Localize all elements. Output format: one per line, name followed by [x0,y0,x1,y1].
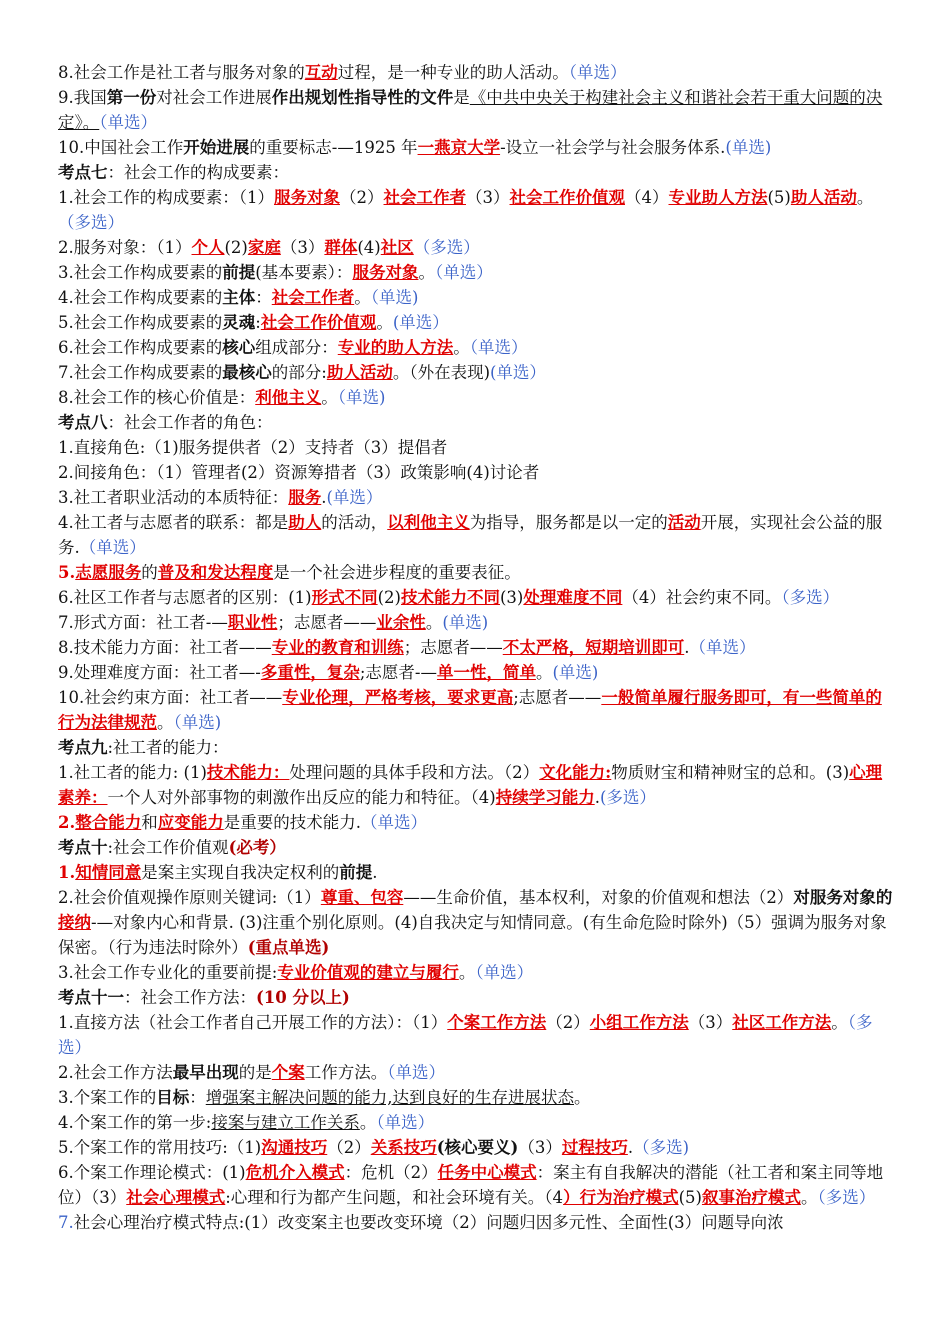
key-term: 社区 [380,238,414,257]
text-run: 和 [141,813,158,832]
text-run: ：社会工作者的角色： [107,413,273,432]
text-run: (2) [377,588,401,607]
key-term: (重点单选) [247,938,330,957]
text-run: 。 [425,613,443,632]
key-term: 社会工作价值观 [509,188,625,207]
key-term: 《中共中央关于构建社会主义和谐社会若干重大问题的决定》。 [58,88,883,132]
text-run: 是一个社会进步程度的重要表征。 [273,563,521,582]
key-term: 最核心 [222,363,272,382]
text-line [58,160,894,185]
text-line [58,60,894,85]
text-run: 是重要的技术能力. [223,813,361,832]
text-line [58,310,894,335]
key-term: 业余性 [376,613,426,632]
text-run: 10.社会约束方面：社工者—— [58,688,283,707]
text-run: 过程，是一种专业的助人活动。 [337,63,569,82]
key-term: 助人活动 [326,363,393,382]
key-term: 专业助人方法 [668,188,768,207]
key-term: 对服务对象的 [793,888,893,907]
text-line [58,185,894,235]
key-term: 职业性 [227,613,278,632]
key-term: 前提 [222,263,256,282]
text-run: 处理问题的具体手段和方法。（2） [289,763,540,782]
text-run: 。 [800,1188,818,1207]
text-run: 1.直接角色:（1)服务提供者（2）支持者（3）提倡者 [58,438,448,457]
text-run: 9.处理难度方面：社工者—- [58,663,261,682]
question-type-tag: (单选) [725,138,772,157]
key-term: (核心要义) [436,1138,519,1157]
text-run: 5.社会工作构成要素的 [58,313,223,332]
key-term: 处理难度不同 [523,588,623,607]
text-run: 10.中国社会工作 [58,138,184,157]
key-term: 以利他主义 [387,513,470,532]
text-run: 。 [321,388,338,407]
text-run: ：社会工作方法： [124,988,256,1007]
key-term: 群体 [324,238,358,257]
question-type-tag: (单选） [392,313,449,332]
key-term: 技术能力不同 [401,588,500,607]
text-run: :心理和行为都产生问题，和社会环境有关。（4 [225,1188,564,1207]
key-term: 开始进展 [183,138,250,157]
text-run: 3.社工者职业活动的本质特征： [58,488,289,507]
text-run: 4.社会工作构成要素的 [58,288,223,307]
key-term: 社区工作方法 [732,1013,832,1032]
text-run: (基本要素）： [255,263,353,282]
key-term: 专业的教育和训练 [271,638,404,657]
text-line [58,560,894,585]
key-term: 专业的助人方法 [337,338,454,357]
text-run: 。 [574,1088,591,1107]
question-type-tag: （单选） [387,1063,445,1082]
text-run: 组成部分： [255,338,338,357]
text-line [58,260,894,285]
text-run: (5) [767,188,791,207]
text-line [58,760,894,810]
text-run: （3） [466,188,510,207]
key-term: 前提 [339,863,373,882]
key-term: 社会工作者 [383,188,466,207]
text-run: ——生命价值，基本权利，对象的价值观和想法（2） [403,888,794,907]
text-run: 。（外在表现) [392,363,490,382]
text-run: 7.社会工作构成要素的 [58,363,223,382]
question-type-tag: （多选） [413,238,480,257]
text-run: 1.社工者的能力: (1) [58,763,207,782]
text-line [58,1010,894,1060]
question-type-tag: (多选） [599,788,656,807]
question-type-tag: （单选) [173,713,222,732]
text-line [58,285,894,310]
key-term: 专业价值观的建立与履行 [277,963,459,982]
key-term: 考点七 [58,163,108,182]
text-line [58,235,894,260]
key-term: 文化能力: [539,763,612,782]
question-type-tag: 7. [58,1213,74,1232]
text-run: 8.社会工作是社工者与服务对象的 [58,63,305,82]
key-term: 专业伦理，严格考核，要求更高 [282,688,514,707]
question-type-tag: （多选） [817,1188,876,1207]
key-term: 1. [58,863,76,882]
text-line [58,1085,894,1110]
key-term: 利他主义 [255,388,322,407]
text-line [58,410,894,435]
text-run: 5.个案工作的常用技巧:（1) [58,1138,262,1157]
key-term: 一般简单履行服务即可，有一些简单的行为法律规范 [58,688,882,732]
question-type-tag: （单选） [376,1113,435,1132]
text-run: （2） [327,1138,371,1157]
key-term: 活动 [667,513,701,532]
question-type-tag: (单选) [442,613,489,632]
text-run: ；志愿者—— [277,613,377,632]
text-run: 为指导，服务都是以一定的 [469,513,668,532]
key-term: 社会心理模式 [126,1188,226,1207]
key-term: 核心 [222,338,256,357]
key-term: 叙事治疗模式 [701,1188,801,1207]
text-run: 3.社会工作专业化的重要前提: [58,963,278,982]
question-type-tag: (单选） [490,363,546,382]
key-term: 过程技巧 [561,1138,628,1157]
text-run: 的活动， [321,513,388,532]
text-run: 6.个案工作理论模式：(1) [58,1163,246,1182]
text-run: 6.社区工作者与志愿者的区别：(1) [58,588,312,607]
text-run: 2.社会价值观操作原则关键词:（1） [58,888,321,907]
text-line [58,860,894,885]
text-run: 6.社会工作构成要素的 [58,338,223,357]
text-run: . [627,1138,634,1157]
question-type-tag: （单选) [337,388,386,407]
text-run: 4.社工者与志愿者的联系：都是 [58,513,289,532]
text-run: （2） [546,1013,590,1032]
key-term: 技术能力： [206,763,290,782]
text-run: （3） [518,1138,562,1157]
key-term: 服务对象 [352,263,419,282]
key-term: 增强案主解决问题的能力,达到良好的生存进展状态 [205,1088,574,1107]
key-term: 考点九 [58,738,108,757]
key-term: 目标 [156,1088,190,1107]
text-line [58,835,894,860]
question-type-tag: （单选) [370,288,419,307]
text-run: （3） [688,1013,733,1032]
text-run: （4）社会约束不同。 [622,588,782,607]
text-run: 。 [376,313,393,332]
text-run: 物质财宝和精神财宝的总和。(3) [611,763,850,782]
key-term: 沟通技巧 [261,1138,328,1157]
key-term: 助人活动 [790,188,857,207]
key-term: 一燕京大学 [417,138,501,157]
text-run: . [321,488,327,507]
text-run: 对社会工作进展 [156,88,272,107]
text-run: 的重要标志-—1925 年 [249,138,418,157]
text-run: ：社会工作的构成要素： [107,163,289,182]
key-term: 主体 [222,288,256,307]
text-line [58,360,894,385]
text-run: 2.间接角色：（1）管理者(2）资源筹措者（3）政策影响(4)讨论者 [58,463,540,482]
key-term: 考点十一 [58,988,124,1007]
key-term: ）行为治疗模式 [563,1188,679,1207]
text-run: ： [189,1088,206,1107]
key-term: 关系技巧 [370,1138,437,1157]
text-run: 。 [359,1113,377,1132]
key-term: 任务中心模式 [437,1163,537,1182]
text-run: （4） [625,188,669,207]
key-term: 最早出现 [172,1063,239,1082]
text-run: （3） [280,238,325,257]
text-line [58,85,894,135]
text-line [58,960,894,985]
question-type-tag: （单选） [79,538,146,557]
key-term: 考点十 [58,838,108,857]
text-run: :社会工作价值观 [107,838,229,857]
text-run: . [684,638,690,657]
key-term: 作出规划性指导性的文件 [271,88,454,107]
text-run: 3.个案工作的 [58,1088,157,1107]
key-term: 整合能力 [75,813,142,832]
key-term: 考点八 [58,413,108,432]
text-run: ;志愿者—— [513,688,602,707]
text-run: (5) [678,1188,702,1207]
question-type-tag: （单选） [434,263,493,282]
key-term: 服务 [288,488,322,507]
text-run: （2） [340,188,384,207]
text-line [58,335,894,360]
text-run: 7.形式方面：社工者-— [58,613,228,632]
text-line [58,485,894,510]
key-term: 知情同意 [75,863,142,882]
text-line [58,735,894,760]
key-term: 普及和发达程度 [157,563,274,582]
text-run: . [594,788,600,807]
key-term: 小组工作方法 [589,1013,689,1032]
text-run: 4.个案工作的第一步: [58,1113,212,1132]
text-run: 。 [157,713,174,732]
text-run: 9.我国 [58,88,107,107]
key-term: 灵魂 [222,313,256,332]
text-run: 3.社会工作构成要素的 [58,263,223,282]
question-type-tag: （多选） [58,213,124,232]
key-term: 互动 [304,63,338,82]
text-run: 2.服务对象：（1） [58,238,192,257]
text-run: 1.直接方法（社会工作者自己开展工作的方法）：（1） [58,1013,448,1032]
text-line [58,1060,894,1085]
key-term: 社会工作者 [271,288,355,307]
text-run: 社会心理治疗模式特点:(1）改变案主也要改变环境（2）问题归因多元性、全面性(3）问题导向浓 [73,1213,784,1232]
key-term: 个人 [191,238,225,257]
text-run: 一个人对外部事物的刺激作出反应的能力和特征。（4) [107,788,496,807]
key-term: 接纳 [58,913,91,932]
text-line [58,1210,894,1235]
text-line [58,585,894,610]
key-term: 接案与建立工作关系 [211,1113,360,1132]
question-type-tag: （单选） [475,963,534,982]
key-term: 危机介入模式 [245,1163,345,1182]
text-run: 。 [354,288,371,307]
text-line [58,810,894,835]
text-line [58,435,894,460]
question-type-tag: (单选） [326,488,383,507]
text-run: 2.社会工作方法 [58,1063,173,1082]
text-run: ：案主有自我解决的潜能（社工者和案主同等地位）（3） [58,1163,884,1207]
text-line [58,135,894,160]
text-line [58,660,894,685]
text-line [58,610,894,635]
key-term: 服务对象 [274,188,340,207]
text-line [58,685,894,735]
text-run: 是 [453,88,470,107]
question-type-tag: （多选） [58,1013,873,1057]
question-type-tag: （多选） [781,588,840,607]
text-run: 8.社会工作的核心价值是： [58,388,256,407]
text-run: -设立一社会学与社会服务体系. [500,138,726,157]
text-run: 。 [535,663,553,682]
text-run: (3) [500,588,524,607]
question-type-tag: （单选） [360,813,427,832]
question-type-tag: （单选） [99,113,157,132]
text-run: 的是 [238,1063,272,1082]
text-line [58,460,894,485]
key-term: 家庭 [247,238,281,257]
text-run: . [372,863,378,882]
text-run: 1.社会工作的构成要素：（1） [58,188,274,207]
key-term: 社会工作价值观 [260,313,377,332]
key-term: (必考） [228,838,286,857]
key-term: 应变能力 [157,813,224,832]
text-run: 是案主实现自我决定权利的 [141,863,340,882]
key-term: 不太严格，短期培训即可 [502,638,685,657]
text-run: 。 [453,338,470,357]
key-term: 形式不同 [311,588,378,607]
text-run: 。 [856,188,874,207]
text-line [58,985,894,1010]
text-run: 的 [141,563,158,582]
key-term: 5. [58,563,76,582]
question-type-tag: (单选) [552,663,599,682]
text-run: :社工者的能力： [107,738,229,757]
text-run: -—对象内心和背景. (3)注重个别化原则。(4)自我决定与知情同意。(有生命危险时除外)（5）强调为服务对象保密。（行为违法时除外） [58,913,887,957]
text-run: 开展，实现社会公益的服务. [58,513,883,557]
text-line [58,1160,894,1210]
key-term: 多重性，复杂 [260,663,360,682]
text-line [58,1135,894,1160]
key-term: 个案 [271,1063,305,1082]
text-run: 。 [831,1013,848,1032]
text-line [58,885,894,960]
key-term: 志愿服务 [75,563,142,582]
text-line [58,635,894,660]
text-run: ： [255,288,272,307]
question-type-tag: （单选） [568,63,627,82]
key-term: 个案工作方法 [447,1013,547,1032]
key-term: 第一份 [106,88,157,107]
text-run: : [255,313,261,332]
question-type-tag: （单选） [689,638,756,657]
key-term: (10 分以上) [256,988,350,1007]
key-term: 助人 [288,513,322,532]
text-run: 8.技术能力方面：社工者—— [58,638,272,657]
key-term: 持续学习能力 [495,788,595,807]
key-term: 单一性，简单 [436,663,536,682]
key-term: 心理素养： [58,763,883,807]
key-term: 尊重、包容 [320,888,404,907]
question-type-tag: （多选) [633,1138,690,1157]
key-term: 2. [58,813,76,832]
text-run: 工作方法。 [304,1063,388,1082]
text-line [58,385,894,410]
text-run: (4) [357,238,381,257]
text-run: ;志愿者-— [359,663,437,682]
question-type-tag: （单选） [469,338,528,357]
text-run: 。 [418,263,435,282]
text-run: ：危机（2） [344,1163,438,1182]
text-run: 的部分: [271,363,327,382]
text-run: 。 [458,963,476,982]
text-run: ；志愿者—— [403,638,503,657]
text-run: (2) [224,238,248,257]
text-line [58,510,894,560]
text-line [58,1110,894,1135]
